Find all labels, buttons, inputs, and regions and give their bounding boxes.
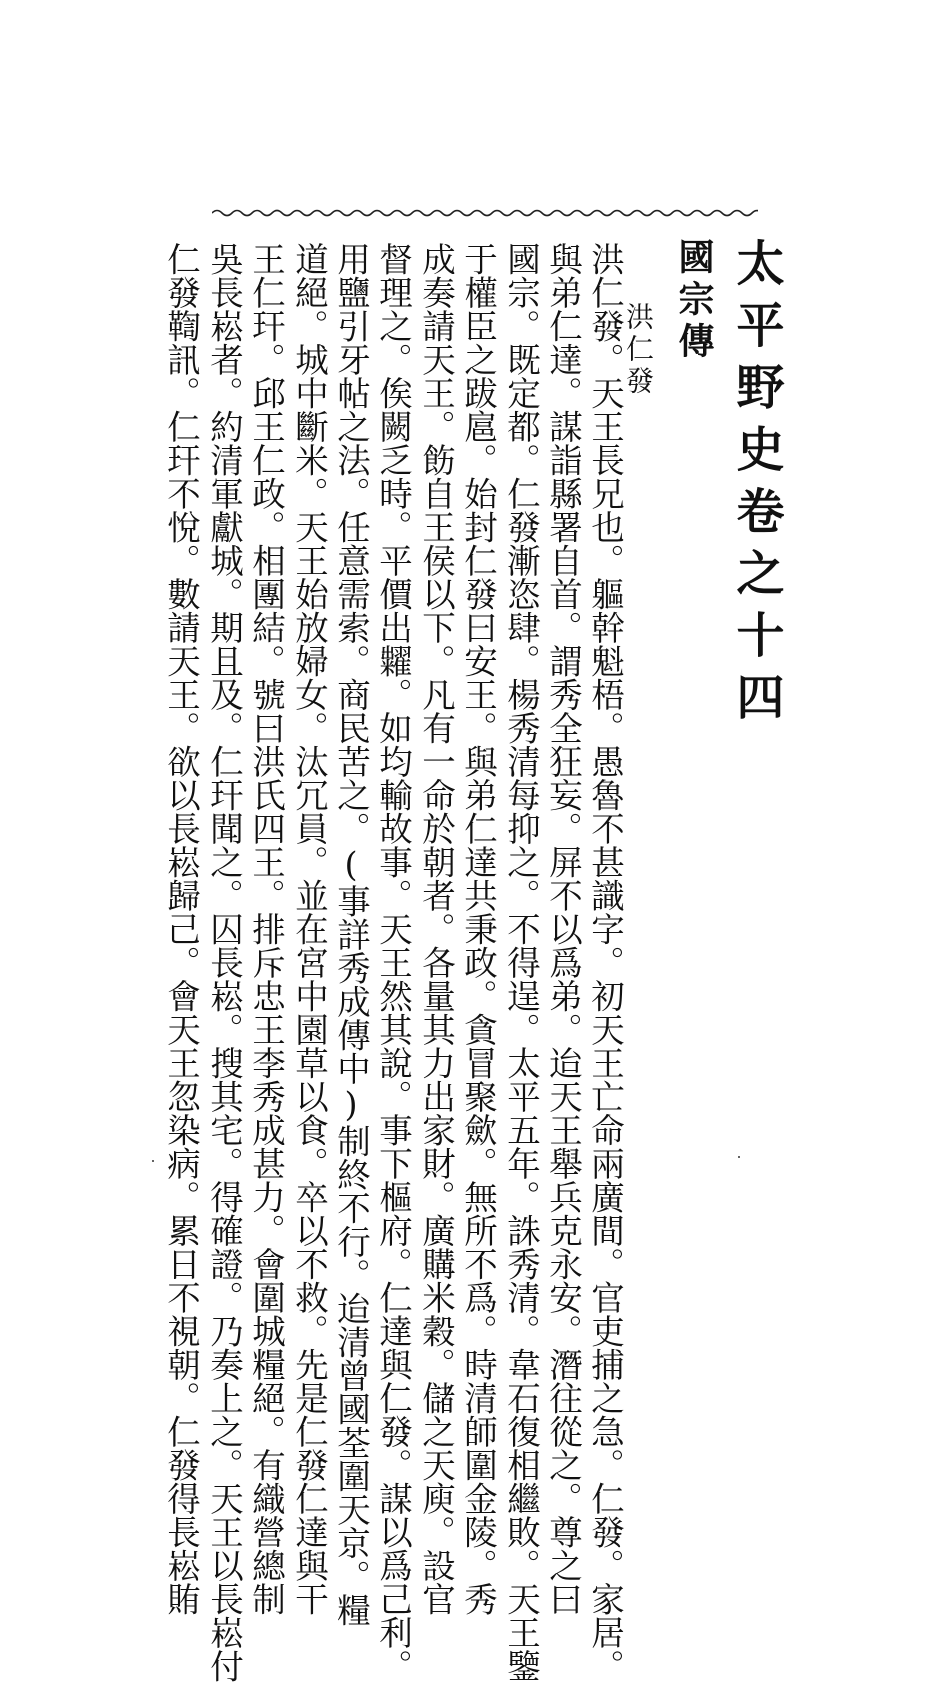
body-column-9: 王仁玕。邱王仁政。相團結。號曰洪氏四王。排斥忠王李秀成甚力。會圍城糧絕。有織營總制 — [246, 242, 286, 1616]
book-title: 太平野史卷之十四 — [728, 238, 784, 734]
body-column-8: 道絕。城中斷米。天王始放婦女。汰冗員。並在宮中園草以食。卒以不救。先是仁發仁達與干 — [289, 242, 329, 1616]
scan-speck — [152, 1160, 154, 1162]
scan-speck — [738, 1156, 740, 1158]
body-column-11: 仁發鞫訊。仁玕不悅。數請天王。欲以長崧歸己。會天王忽染病。累日不視朝。仁發得長崧賄 — [161, 242, 201, 1616]
body-column-10: 吳長崧者。約清軍獻城。期且及。仁玕聞之。囚長崧。搜其宅。得確證。乃奏上之。天王以長崧付 — [204, 242, 244, 1683]
body-column-6: 督理之。俟闕乏時。平價出糶。如均輸故事。天王然其說。事下樞府。仁達與仁發。謀以爲己利。 — [373, 242, 413, 1683]
body-column-2: 與弟仁達。謀詣縣署自首。謂秀全狂妄。屏不以爲弟。迨天王舉兵克永安。潛往從之。尊之曰 — [543, 242, 583, 1616]
body-column-3: 國宗。既定都。仁發漸恣肆。楊秀清每抑之。不得逞。太平五年。誅秀清。韋石復相繼敗。天王鑒 — [501, 242, 541, 1683]
body-column-4: 于權臣之跋扈。始封仁發曰安王。與弟仁達共秉政。貪冒聚歛。無所不爲。時清師圍金陵。秀 — [458, 242, 498, 1616]
body-column-5: 成奏請天王。飭自王侯以下。凡有一命於朝者。各量其力出家財。廣購米穀。儲之天庾。設官 — [416, 242, 456, 1616]
wavy-divider-rule — [212, 206, 758, 220]
section-title: 國宗傳 — [673, 238, 715, 364]
body-column-1: 洪仁發。天王長兄也。軀幹魁梧。愚魯不甚識字。初天王亡命兩廣間。官吏捕之急。仁發。家居。 — [585, 242, 625, 1683]
person-heading: 洪仁發 — [622, 302, 655, 398]
body-column-7: 用鹽引牙帖之法。任意需索。商民苦之。(事詳秀成傳中)制終不行。迨清曾國荃圍天京。糧 — [331, 242, 371, 1627]
